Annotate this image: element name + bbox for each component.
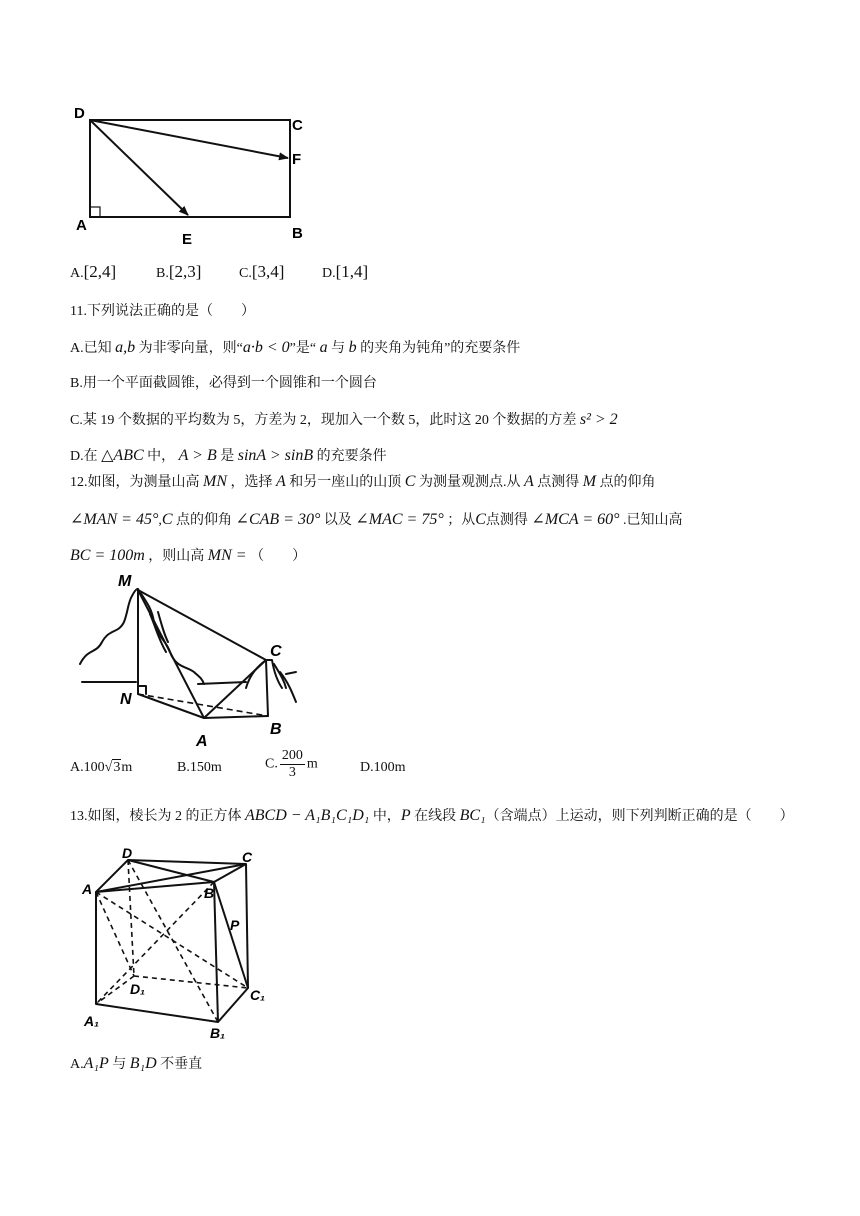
q11-option-d: D.在 △ABC 中， A > B 是 sinA > sinB 的充要条件 (70, 447, 387, 464)
q12-option-c: C. $\frac{200}{3}$ m (265, 748, 318, 780)
label-c1: C₁ (250, 987, 266, 1003)
label-d1: D₁ (130, 981, 146, 997)
q11-option-c: C.某 19 个数据的平均数为 5，方差为 2，现加入一个数 5，此时这 20 个数据的方差 s² > 2 (70, 411, 618, 428)
label-d: D (74, 105, 85, 122)
q11-option-b: B.用一个平面截圆锥，必得到一个圆锥和一个圆台 (70, 376, 377, 391)
label-e: E (182, 231, 193, 248)
label-a: A (196, 733, 208, 750)
label-a1: A₁ (84, 1013, 100, 1029)
q12-line-2: ∠MAN = 45°,C 点的仰角 ∠CAB = 30° 以及 ∠MAC = 75° ；从C点测得 ∠MCA = 60° .已知山高 (70, 511, 683, 528)
label-c: C (270, 643, 282, 660)
q10-option-b: B.[2,3] (156, 262, 202, 281)
q10-option-d: D.[1,4] (322, 262, 369, 281)
q11-stem: 11.下列说法正确的是（ ） (70, 304, 255, 319)
fraction-200-3: $\frac{200}{3}$ (281, 748, 303, 780)
label-d: D (122, 845, 133, 861)
q13-stem: 13.如图，棱长为 2 的正方体 ABCD − A₁B₁C₁D₁ 中，P 在线段 BC₁（含端点）上运动，则下列判断正确的是（ ） (70, 807, 794, 824)
label-c: C (242, 849, 253, 865)
label-c: C (292, 117, 303, 134)
label-a: A (76, 217, 87, 234)
q12-option-b: B.150m (177, 760, 222, 775)
cube-figure (80, 842, 280, 1042)
vector-de (90, 120, 188, 215)
vector-df (90, 120, 288, 158)
q12-line-3: BC = 100m ，则山高 MN = （ ） (70, 547, 307, 564)
q12-line-1: 12.如图，为测量山高 MN ，选择 A 和另一座山的山顶 C 为测量观测点.从 A 点测得 M 点的仰角 (70, 473, 656, 490)
q10-option-a: A.[2,4] (70, 262, 117, 281)
q11-option-a: A.已知 a,b 为非零向量，则“a·b < 0”是“ a 与 b 的夹角为钝角”的充要条件 (70, 339, 521, 356)
label-b1: B₁ (210, 1025, 226, 1041)
label-b: B (204, 885, 215, 901)
label-b: B (270, 721, 282, 738)
q12-option-a: A.100√3m (70, 760, 133, 775)
q13-option-a: A.A₁P 与 B₁D 不垂直 (70, 1055, 203, 1072)
rectangle-figure (70, 98, 330, 250)
label-a: A (82, 881, 93, 897)
label-n: N (120, 691, 132, 708)
label-b: B (292, 225, 303, 242)
label-p: P (230, 917, 240, 933)
mountain-figure (70, 568, 320, 750)
q10-option-c: C.[3,4] (239, 262, 285, 281)
label-m: M (118, 573, 132, 590)
q12-option-d: D.100m (360, 760, 406, 775)
label-f: F (292, 151, 302, 168)
